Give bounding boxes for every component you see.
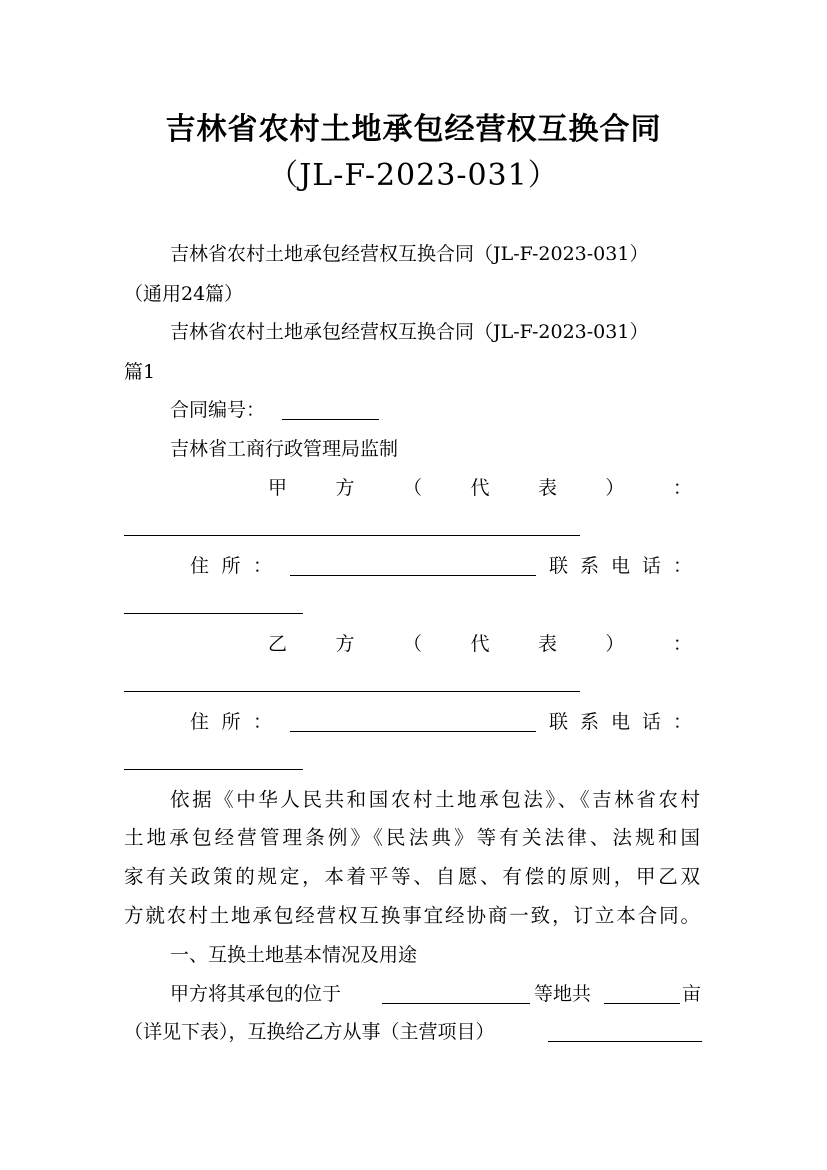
document-title: 吉林省农村土地承包经营权互换合同 [165, 112, 662, 147]
party-a-address-blank [290, 575, 536, 576]
intro-line-1: 吉林省农村土地承包经营权互换合同（JL-F-2023-031） [170, 243, 649, 265]
party-b-address-label: 住 所 ： [190, 711, 272, 733]
article-heading-line-2: 篇1 [124, 361, 156, 383]
basis-paragraph-line-4: 方就农村土地承包经营权互换事宜经协商一致，订立本合同。 [124, 904, 700, 927]
party-b-blank [124, 691, 580, 692]
section-1-heading: 一、互换土地基本情况及用途 [170, 944, 418, 966]
basis-paragraph-line-3: 家有关政策的规定，本着平等、自愿、有偿的原则，甲乙双 [124, 865, 700, 888]
clause-1-text-a: 甲方将其承包的位于 [170, 983, 342, 1005]
contract-number-blank [282, 419, 379, 420]
supervisor-text: 吉林省工商行政管理局监制 [170, 438, 399, 460]
party-b-address-blank [290, 731, 536, 732]
main-project-blank [548, 1041, 702, 1042]
party-b-phone-blank [124, 769, 303, 770]
party-a-phone-blank [124, 613, 303, 614]
document-code: （JL-F-2023-031） [268, 158, 559, 193]
land-location-blank [382, 1003, 530, 1004]
intro-line-2: （通用24篇） [124, 283, 244, 305]
party-a-blank [124, 535, 580, 536]
party-a-label: 甲 方 （ 代 表 ） ： [268, 477, 692, 499]
basis-paragraph-line-2: 土地承包经营管理条例》《民法典》等有关法律、法规和国 [124, 826, 700, 849]
party-b-phone-label: 联 系 电 话 ： [549, 711, 692, 733]
land-area-blank [604, 1003, 680, 1004]
clause-2-text-a: （详见下表），互换给乙方从事（主营项目） [124, 1021, 495, 1043]
contract-number-label: 合同编号： [170, 399, 266, 421]
clause-1-text-b: 等地共 [534, 983, 592, 1005]
clause-1-text-c: 亩 [682, 983, 702, 1005]
party-a-phone-label: 联 系 电 话 ： [549, 555, 692, 577]
party-a-address-label: 住 所 ： [190, 555, 272, 577]
party-b-label: 乙 方 （ 代 表 ） ： [268, 633, 692, 655]
article-heading-line-1: 吉林省农村土地承包经营权互换合同（JL-F-2023-031） [170, 321, 649, 343]
basis-paragraph-line-1: 依据《中华人民共和国农村土地承包法》、《吉林省农村 [170, 788, 700, 811]
